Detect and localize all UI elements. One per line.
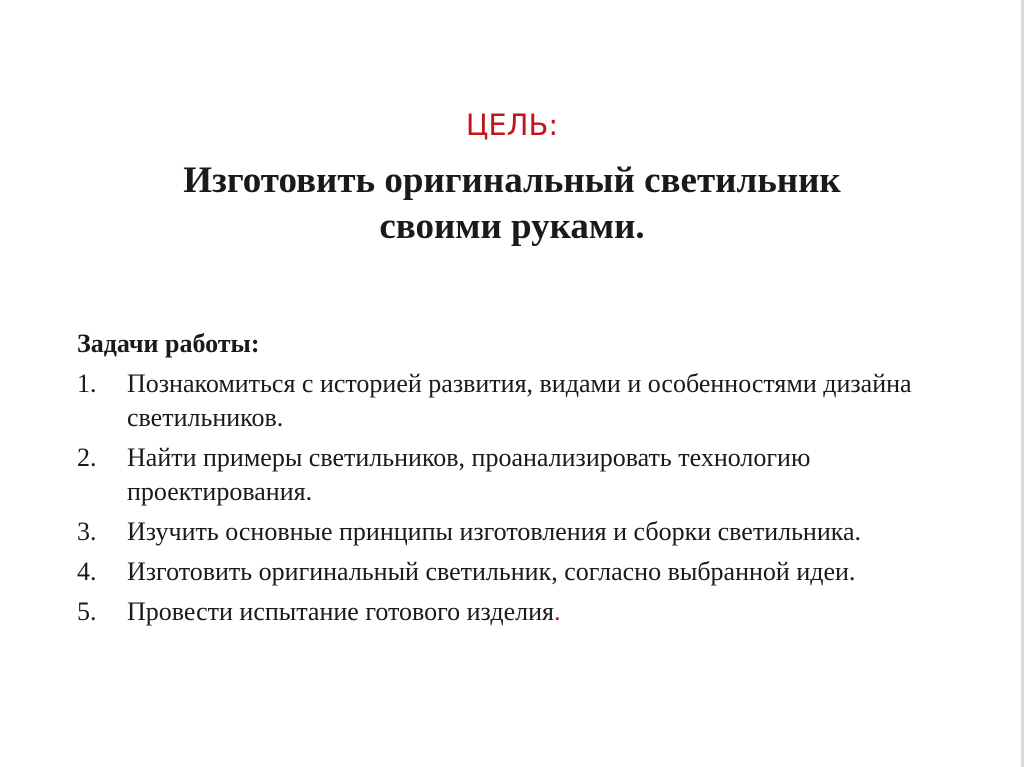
task-number: 2.: [77, 443, 97, 472]
task-item: [77, 441, 977, 509]
task-text: Провести испытание готового изделия: [127, 597, 554, 626]
task-item: [77, 515, 977, 549]
goal-label: ЦЕЛЬ:: [465, 108, 559, 142]
task-text: Найти примеры светильников, проанализировать технологию проектирования.: [127, 443, 811, 506]
task-text: Познакомиться с историей развития, видами и особенностями дизайна светильников.: [127, 369, 912, 432]
goal-line-1: Изготовить оригинальный светильник: [183, 160, 841, 201]
task-text: Изучить основные принципы изготовления и сборки светильника.: [127, 517, 862, 546]
task-number: 1.: [77, 369, 97, 398]
task-item: [77, 595, 977, 629]
goal-line-2: своими руками.: [379, 206, 645, 247]
task-item: [77, 555, 977, 589]
goal-statement: [0, 158, 1024, 250]
task-text: Изготовить оригинальный светильник, согласно выбранной идеи.: [127, 557, 856, 586]
task-number: 5.: [77, 597, 97, 626]
tasks-heading: Задачи работы:: [77, 329, 260, 358]
task-end-mark: .: [553, 597, 561, 626]
task-number: 3.: [77, 517, 97, 546]
task-item: [77, 367, 977, 435]
task-list: [77, 367, 977, 635]
task-number: 4.: [77, 557, 97, 586]
